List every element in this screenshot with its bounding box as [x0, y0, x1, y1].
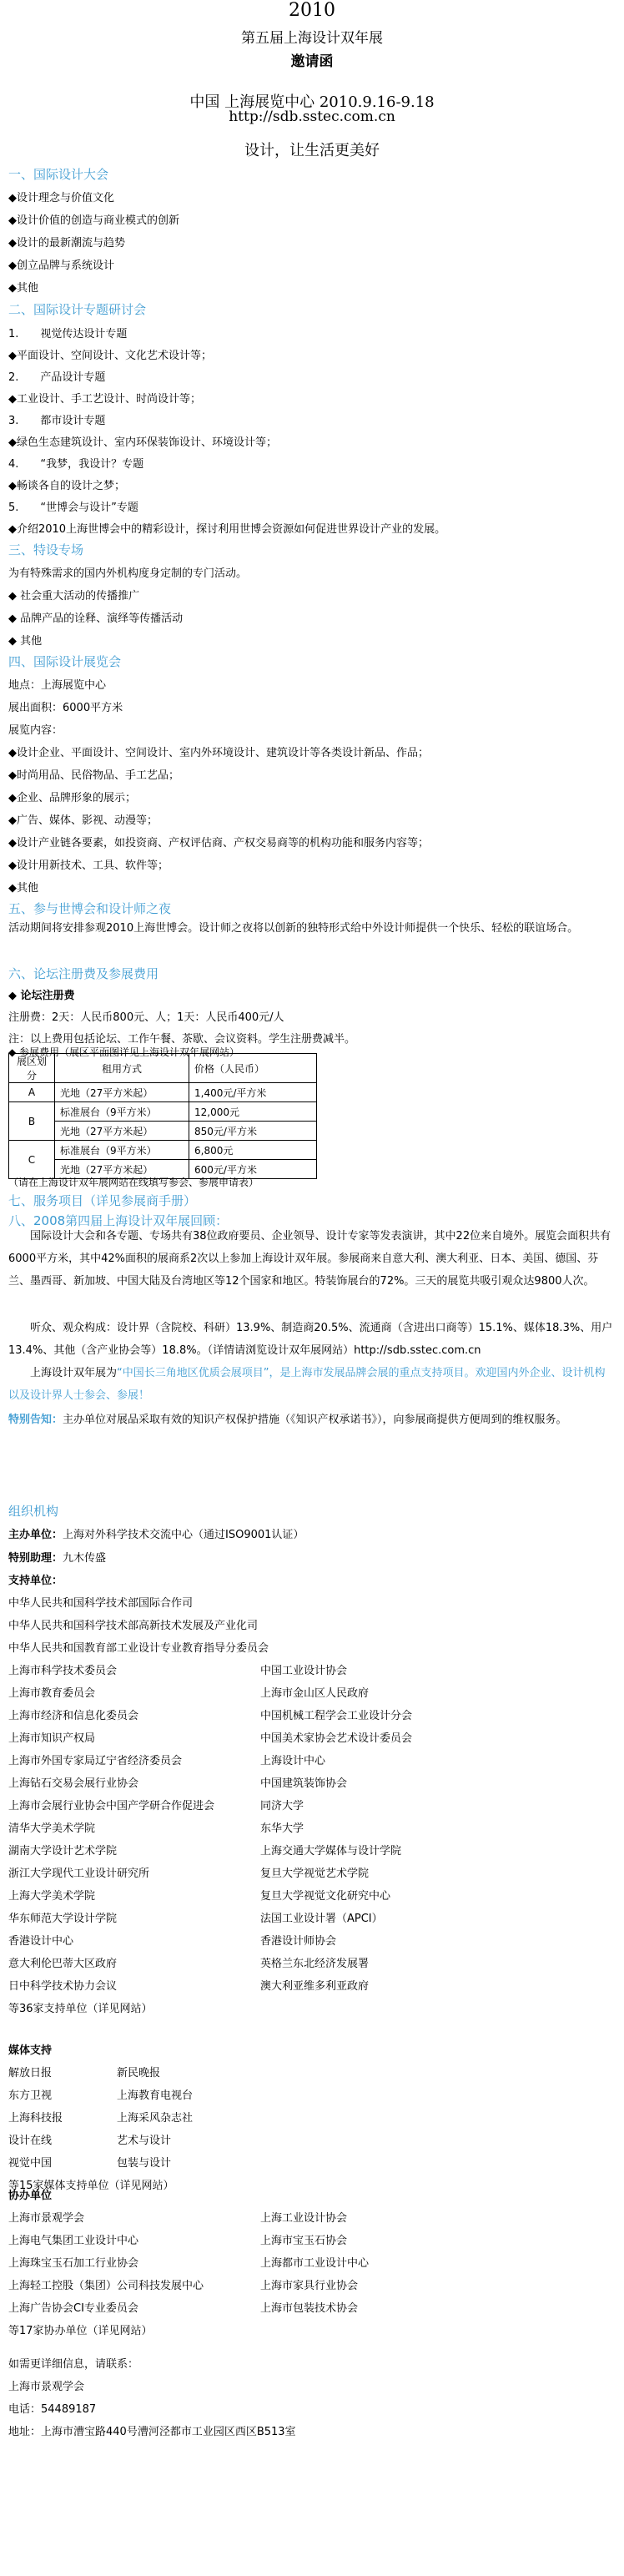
notice-paragraph — [8, 1409, 616, 1431]
org-list-item: 新民晚报 — [117, 2067, 161, 2079]
org-list-item: 上海市教育委员会 — [8, 1687, 96, 1700]
org-list-item: 复旦大学视觉文化研究中心 — [260, 1890, 391, 1903]
contact-intro: 如需更详细信息，请联系： — [8, 2358, 139, 2371]
special-label: 特别助理： — [8, 1552, 63, 1565]
table-cell: 1,400元/平方米 — [189, 1083, 317, 1102]
list-item: ◆平面设计、空间设计、文化艺术设计等； — [8, 350, 212, 362]
org-list-item: 东华大学 — [260, 1822, 304, 1835]
review-paragraph: 国际设计大会和各专题、专场共有38位政府要员、企业领导、设计专家等发表演讲，其中22位来自境外。展览会面积共有6000平方米，其中42%面积的展商系2次以上参加上海设计双年展。参展商来自意大利、澳大利亚、日本、美国、德国、芬兰、墨西哥、新加坡、中国大陆及台湾地区等12个国家和地区。特装饰展台的72%。三天的展览共吸引观众达9800人次。 — [8, 1230, 611, 1288]
list-item: 展览内容： — [8, 724, 63, 737]
support-item: 中华人民共和国科学技术部国际合作司 — [8, 1597, 194, 1610]
section-title: 八、2008第四届上海设计双年展回顾： — [8, 1213, 229, 1228]
list-item: ◆ 其他 — [8, 635, 43, 648]
org-list-item: 上海设计中心 — [260, 1755, 326, 1767]
contact-tel: 电话：54489187 — [8, 2403, 97, 2416]
section-title: 三、特设专场 — [8, 542, 84, 557]
org-list-item: 视觉中国 — [8, 2157, 53, 2170]
org-list-item: 湖南大学设计艺术学院 — [8, 1845, 118, 1858]
org-list-item: 上海市金山区人民政府 — [260, 1687, 370, 1700]
section-title: 七、服务项目（详见参展商手册） — [8, 1193, 197, 1208]
list-item: 地点：上海展览中心 — [8, 679, 107, 692]
org-list-item: 设计在线 — [8, 2135, 53, 2147]
org-list-item: 上海教育电视台 — [117, 2090, 194, 2102]
list-item: ◆ 品牌产品的诠释、演绎等传播活动 — [8, 612, 184, 625]
table-cell: 标准展台（9平方米） — [55, 1141, 189, 1160]
section-title: 六、论坛注册费及参展费用 — [8, 966, 159, 981]
org-list-item: 香港设计师协会 — [260, 1935, 337, 1948]
table-header-cell: 租用方式 — [55, 1054, 189, 1083]
org-list-item: 上海市科学技术委员会 — [8, 1665, 118, 1677]
org-list-item: 上海市经济和信息化委员会 — [8, 1710, 139, 1722]
list-item: 4. “我梦，我设计？专题 — [8, 458, 144, 471]
table-row — [9, 1141, 317, 1160]
table-row — [9, 1083, 317, 1102]
org-list-item: 中国工业设计协会 — [260, 1665, 348, 1677]
list-item: 2. 产品设计专题 — [8, 371, 106, 384]
notice-label: 特别告知： — [8, 1414, 63, 1426]
venue-date: 中国 上海展览中心 2010.9.16-9.18 — [189, 93, 435, 111]
website-url[interactable]: http://sdb.sstec.com.cn — [229, 108, 395, 125]
org-list-item: 解放日报 — [8, 2067, 53, 2079]
fee-subheading: ◆ 参展费用（展区平面图详见上海设计双年展网站） — [8, 1046, 240, 1058]
review-paragraph — [8, 1362, 616, 1407]
table-cell: 光地（27平方米起） — [55, 1122, 189, 1141]
org-list-item: 上海采风杂志社 — [117, 2112, 194, 2125]
org-list-item: 上海市家具行业协会 — [260, 2280, 359, 2292]
list-item: ◆设计用新技术、工具、软件等； — [8, 860, 169, 872]
list-item: ◆企业、品牌形象的展示； — [8, 792, 136, 804]
org-list-item: 中国美术家协会艺术设计委员会 — [260, 1732, 413, 1745]
registration-fee: 注册费：2天：人民币800元、人；1天：人民币400元/人 — [8, 1011, 284, 1024]
support-item: 中华人民共和国科学技术部高新技术发展及产业化司 — [8, 1620, 259, 1632]
section-title: 一、国际设计大会 — [8, 167, 109, 182]
table-cell: 6,800元 — [189, 1141, 317, 1160]
org-list-item: 同济大学 — [260, 1800, 304, 1812]
table-cell: 850元/平方米 — [189, 1122, 317, 1141]
org-list-item: 等36家支持单位（详见网站） — [8, 2003, 153, 2015]
org-list-item: 上海市包装技术协会 — [260, 2302, 359, 2315]
org-list-item: 上海广告协会CI专业委员会 — [8, 2302, 138, 2315]
org-list-item: 香港设计中心 — [8, 1935, 74, 1948]
list-item: ◆设计产业链各要素，如投资商、产权评估商、产权交易商等的机构功能和服务内容等； — [8, 837, 429, 849]
org-list-item: 上海轻工控股（集团）公司科技发展中心 — [8, 2280, 204, 2292]
table-cell: C — [9, 1141, 55, 1179]
org-list-item: 上海珠宝玉石加工行业协会 — [8, 2257, 139, 2270]
org-list-item: 意大利伦巴蒂大区政府 — [8, 1958, 118, 1970]
table-cell: A — [9, 1083, 55, 1102]
list-item: ◆设计理念与价值文化 — [8, 192, 114, 204]
org-list-item: 东方卫视 — [8, 2090, 53, 2102]
table-cell: 12,000元 — [189, 1102, 317, 1122]
support-item: 中华人民共和国教育部工业设计专业教育指导分委员会 — [8, 1642, 269, 1655]
table-cell: 600元/平方米 — [189, 1160, 317, 1179]
section-title: 二、国际设计专题研讨会 — [8, 302, 147, 317]
list-item: ◆设计企业、平面设计、空间设计、室内外环境设计、建筑设计等各类设计新品、作品； — [8, 747, 429, 759]
table-header-cell: 展区划分 — [9, 1054, 55, 1083]
coop-label: 协办单位 — [8, 2190, 53, 2202]
list-item: 展出面积：6000平方米 — [8, 702, 123, 714]
section-title: 组织机构 — [8, 1504, 59, 1519]
table-cell: 标准展台（9平方米） — [55, 1102, 189, 1122]
list-item: ◆设计的最新潮流与趋势 — [8, 237, 125, 250]
table-cell: 光地（27平方米起） — [55, 1160, 189, 1179]
list-item: ◆介绍2010上海世博会中的精彩设计，探讨利用世博会资源如何促进世界设计产业的发展。 — [8, 523, 446, 536]
fee-note: 注：以上费用包括论坛、工作午餐、茶歇、会议资料。学生注册费减半。 — [8, 1033, 356, 1046]
slogan: 设计，让生活更美好 — [244, 142, 380, 159]
org-list-item: 艺术与设计 — [117, 2135, 172, 2147]
org-list-item: 中国建筑装饰协会 — [260, 1777, 348, 1790]
org-list-item: 上海电气集团工业设计中心 — [8, 2235, 139, 2247]
org-list-item: 包装与设计 — [117, 2157, 172, 2170]
list-item: ◆畅谈各自的设计之梦； — [8, 480, 125, 492]
section-intro: 为有特殊需求的国内外机构度身定制的专门活动。 — [8, 567, 248, 580]
org-list-item: 华东师范大学设计学院 — [8, 1913, 118, 1925]
list-item: 3. 都市设计专题 — [8, 415, 106, 427]
list-item: ◆广告、媒体、影视、动漫等； — [8, 814, 158, 827]
section-title: 五、参与世博会和设计师之夜 — [8, 901, 172, 916]
org-list-item: 上海市外国专家局辽宁省经济委员会 — [8, 1755, 183, 1767]
notice-text: 主办单位对展品采取有效的知识产权保护措施（《知识产权承诺书》），向参展商提供方便周到的维权服务。 — [63, 1414, 567, 1426]
contact-org: 上海市景观学会 — [8, 2381, 85, 2393]
org-list-item: 日中科学技术协力会议 — [8, 1980, 118, 1993]
review-text: 上海设计双年展为 — [8, 1367, 118, 1379]
org-list-item: 等15家媒体支持单位（详见网站） — [8, 2180, 174, 2192]
table-row — [9, 1122, 317, 1141]
table-header-cell: 价格（人民币） — [189, 1054, 317, 1083]
org-list-item: 上海都市工业设计中心 — [260, 2257, 370, 2270]
list-item: 5. “世博会与设计”专题 — [8, 502, 138, 514]
table-note: （请在上海设计双年展网站在线填写参会、参展申请表） — [8, 1177, 259, 1188]
org-list-item: 上海工业设计协会 — [260, 2212, 348, 2225]
exhibition-fee-table — [8, 1053, 317, 1179]
org-list-item: 法国工业设计署（APCI） — [260, 1913, 383, 1925]
list-item: ◆工业设计、手工艺设计、时尚设计等； — [8, 393, 201, 406]
list-item: ◆其他 — [8, 882, 38, 895]
highlight-text: “中国长三角地区优质会展项目”，是上海市发展品牌会展的重点支持项目。欢迎国内外企业、设计机构以及设计界人士参会、参展！ — [8, 1367, 606, 1402]
host-name: 上海对外科学技术交流中心（通过ISO9001认证） — [63, 1529, 304, 1541]
host-label: 主办单位： — [8, 1529, 63, 1541]
table-cell: B — [9, 1102, 55, 1141]
org-list-item: 上海市宝玉石协会 — [260, 2235, 348, 2247]
invitation-heading: 邀请函 — [290, 53, 334, 70]
org-list-item: 等17家协办单位（详见网站） — [8, 2325, 153, 2337]
special-name: 九木传盛 — [63, 1552, 107, 1565]
list-item: ◆其他 — [8, 282, 38, 295]
list-item: 1. 视觉传达设计专题 — [8, 328, 128, 340]
host-line — [8, 1525, 304, 1541]
review-paragraph: 听众、观众构成：设计界（含院校、科研）13.9%、制造商20.5%、流通商（含进出口商等）15.1%、媒体18.3%、用户13.4%、其他（含产业协会等）18.8%。（详情请浏览设计双年展网站）http://sdb.sstec.com.cn — [8, 1322, 613, 1357]
org-list-item: 上海交通大学媒体与设计学院 — [260, 1845, 402, 1858]
org-list-item: 上海大学美术学院 — [8, 1890, 96, 1903]
org-list-item: 澳大利亚维多利亚政府 — [260, 1980, 370, 1993]
org-list-item: 上海钻石交易会展行业协会 — [8, 1777, 139, 1790]
org-list-item: 清华大学美术学院 — [8, 1822, 96, 1835]
org-list-item: 浙江大学现代工业设计研究所 — [8, 1868, 150, 1880]
support-label: 支持单位： — [8, 1575, 63, 1587]
event-title: 第五届上海设计双年展 — [241, 30, 383, 47]
org-list-item: 上海市会展行业协会中国产学研合作促进会 — [8, 1800, 215, 1812]
section-text: 活动期间将安排参观2010上海世博会。设计师之夜将以创新的独特形式给中外设计师提供一个快乐、轻松的联谊场合。 — [8, 922, 579, 935]
org-list-item: 复旦大学视觉艺术学院 — [260, 1868, 370, 1880]
year-heading: 2010 — [289, 0, 335, 21]
list-item: ◆绿色生态建筑设计、室内环保装饰设计、环境设计等； — [8, 436, 277, 449]
fee-subheading: ◆ 论坛注册费 — [8, 990, 75, 1002]
section-title: 四、国际设计展览会 — [8, 654, 122, 669]
table-row — [9, 1102, 317, 1122]
list-item: ◆ 社会重大活动的传播推广 — [8, 590, 140, 602]
media-label: 媒体支持 — [8, 2044, 53, 2057]
table-cell: 光地（27平方米起） — [55, 1083, 189, 1102]
org-list-item: 英格兰东北经济发展署 — [260, 1958, 370, 1970]
list-item: ◆时尚用品、民俗物品、手工艺品； — [8, 769, 179, 782]
org-list-item: 上海市知识产权局 — [8, 1732, 96, 1745]
org-list-item: 上海市景观学会 — [8, 2212, 85, 2225]
list-item: ◆设计价值的创造与商业模式的创新 — [8, 214, 179, 227]
special-line — [8, 1549, 106, 1565]
contact-address: 地址：上海市漕宝路440号漕河泾都市工业园区西区B513室 — [8, 2426, 296, 2438]
list-item: ◆创立品牌与系统设计 — [8, 260, 114, 272]
org-list-item: 上海科技报 — [8, 2112, 63, 2125]
org-list-item: 中国机械工程学会工业设计分会 — [260, 1710, 413, 1722]
table-header-row — [9, 1054, 317, 1083]
